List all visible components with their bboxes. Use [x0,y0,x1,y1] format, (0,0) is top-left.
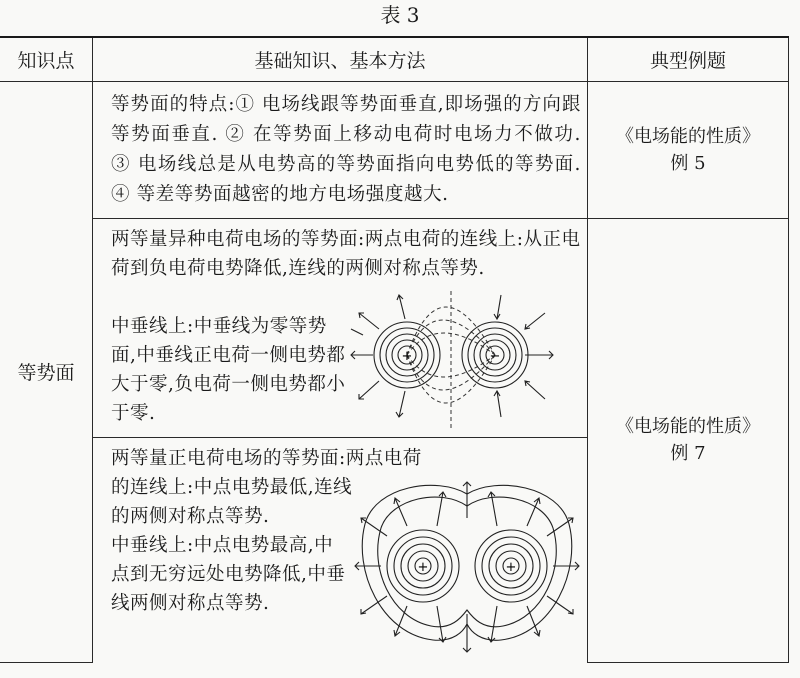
table-row [0,219,789,438]
opposite-charges-side: 中垂线上:中垂线为零等势面,中垂线正电荷一侧电势都大于零,负电荷一侧电势都小于零. [111,316,346,424]
features-cell [93,82,588,219]
example-cell-1 [588,82,789,219]
example-title: 《电场能的性质》 [616,416,760,438]
positive-charge-left-label: + [417,560,429,575]
features-text: 等势面的特点:① 电场线跟等势面垂直,即场强的方向跟等势面垂直. ② 在等势面上移动电荷时电场力不做功. ③ 电场线总是从电势高的等势面指向电势低的等势面. ④ 等差等势面越密的地方电场强度越大. [111,94,581,205]
header-topic: 知识点 [0,37,93,82]
opposite-charges-field-figure [345,289,579,433]
opposite-charges-lead: 两等量异种电荷电场的等势面:两点电荷的连线上:从正电荷到负电荷电势降低,连线的两侧对称点等势. [111,229,581,279]
like-charges-cell [93,438,588,663]
header-examples: 典型例题 [588,37,789,82]
example-number: 例 5 [670,153,706,174]
table-row [0,82,789,219]
negative-charge-label: − [489,349,501,364]
positive-charge-label: + [401,349,413,364]
example-cell-2 [588,219,789,663]
topic-cell: 等势面 [0,82,93,663]
like-charges-lead: 两等量正电荷电场的等势面:两点电荷的连线上:中点电势最低,连线 [111,448,422,498]
opposite-charges-cell [93,219,588,438]
knowledge-table [0,36,789,663]
example-title: 《电场能的性质》 [616,126,760,147]
example-number: 例 7 [670,443,706,465]
like-charges-side: 的两侧对称点等势. 中垂线上:中点电势最高,中点到无穷远处电势降低,中垂线两侧对称点等势. [111,506,346,614]
header-knowledge: 基础知识、基本方法 [93,37,588,82]
table-caption: 表 3 [380,3,420,27]
header-row [0,37,789,82]
like-charges-field-figure [351,478,583,658]
positive-charge-right-label: + [505,560,517,575]
